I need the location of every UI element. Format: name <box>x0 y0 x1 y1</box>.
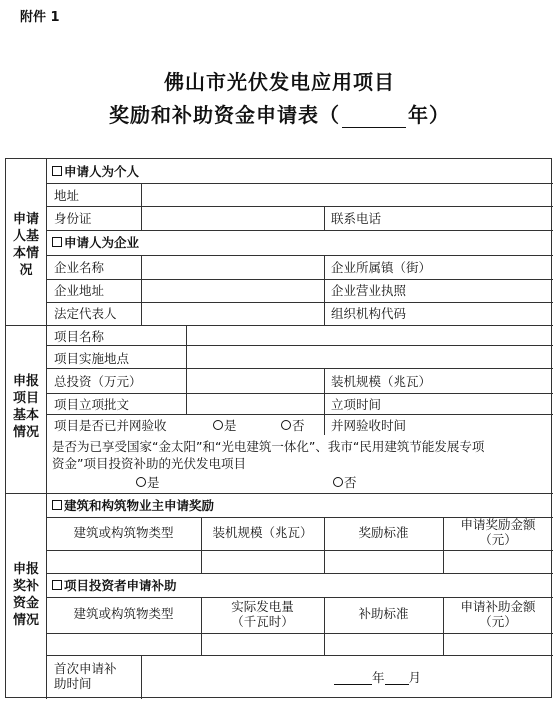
year-blank[interactable] <box>342 107 406 128</box>
col-reward-standard: 奖励标准 <box>358 525 409 540</box>
phone-label: 联系电话 <box>331 211 382 226</box>
col-subsidy-amount: 申请补助金额 （元） <box>460 599 536 629</box>
legal-rep-label: 法定代表人 <box>54 306 117 321</box>
business-license-label: 企业营业执照 <box>331 283 407 298</box>
title-suffix: 年） <box>408 103 450 127</box>
checkbox-icon <box>52 237 62 247</box>
checkbox-icon <box>52 500 62 510</box>
section-project-title: 申报项目基本情况 <box>12 374 39 440</box>
company-town-label: 企业所属镇（街） <box>331 260 432 275</box>
col-building-type-2: 建筑或构筑物类型 <box>73 606 174 621</box>
first-apply-date[interactable]: 年 月 <box>334 670 421 685</box>
address-label: 地址 <box>54 188 80 203</box>
subsidy-question-line1: 是否为已享受国家“金太阳”和“光电建筑一体化”、我市“民用建筑节能发展专项 <box>52 439 485 454</box>
application-form <box>5 158 552 698</box>
form-title-line2 <box>0 99 559 128</box>
radio-icon <box>213 420 223 430</box>
subsidy-question-line2: 资金”项目投资补助的光伏发电项目 <box>52 456 246 471</box>
col-generation: 实际发电量 （千瓦时） <box>231 599 294 629</box>
approval-time-label: 立项时间 <box>331 397 382 412</box>
investor-subsidy-checkbox[interactable]: 项目投资者申请补助 <box>52 578 177 593</box>
radio-icon <box>136 477 146 487</box>
form-title-line1: 佛山市光伏发电应用项目 <box>164 70 395 94</box>
col-capacity: 装机规模（兆瓦） <box>212 525 313 540</box>
radio-icon <box>333 477 343 487</box>
company-applicant-checkbox[interactable]: 申请人为企业 <box>52 235 139 250</box>
attachment-label: 附件 1 <box>20 10 60 25</box>
subsidy-yes-radio[interactable]: 是 <box>136 475 160 490</box>
section-applicant-title: 申请人基本情况 <box>12 212 39 278</box>
grid-no-radio[interactable]: 否 <box>281 418 305 433</box>
individual-applicant-checkbox[interactable]: 申请人为个人 <box>52 164 139 179</box>
company-address-label: 企业地址 <box>54 283 105 298</box>
grid-time-label: 并网验收时间 <box>331 418 407 433</box>
year-field[interactable] <box>334 671 372 685</box>
grid-yes-radio[interactable]: 是 <box>213 418 237 433</box>
company-name-label: 企业名称 <box>54 260 105 275</box>
org-code-label: 组织机构代码 <box>331 306 407 321</box>
first-apply-label: 首次申请补 助时间 <box>54 661 117 691</box>
radio-icon <box>281 420 291 430</box>
capacity-label: 装机规模（兆瓦） <box>331 374 432 389</box>
month-field[interactable] <box>385 671 409 685</box>
subsidy-no-radio[interactable]: 否 <box>333 475 357 490</box>
project-name-label: 项目名称 <box>54 329 105 344</box>
col-building-type: 建筑或构筑物类型 <box>73 525 174 540</box>
project-location-label: 项目实施地点 <box>54 351 130 366</box>
checkbox-icon <box>52 580 62 590</box>
total-investment-label: 总投资（万元） <box>54 374 142 389</box>
title-prefix: 奖励和补助资金申请表（ <box>109 103 340 127</box>
checkbox-icon <box>52 166 62 176</box>
section-fund-title: 申报奖补资金情况 <box>12 562 39 628</box>
grid-question-label: 项目是否已并网验收 <box>54 418 167 433</box>
id-card-label: 身份证 <box>54 211 92 226</box>
owner-reward-checkbox[interactable]: 建筑和构筑物业主申请奖励 <box>52 498 214 513</box>
col-reward-amount: 申请奖励金额 （元） <box>460 517 536 547</box>
col-subsidy-standard: 补助标准 <box>358 606 409 621</box>
approval-doc-label: 项目立项批文 <box>54 397 130 412</box>
